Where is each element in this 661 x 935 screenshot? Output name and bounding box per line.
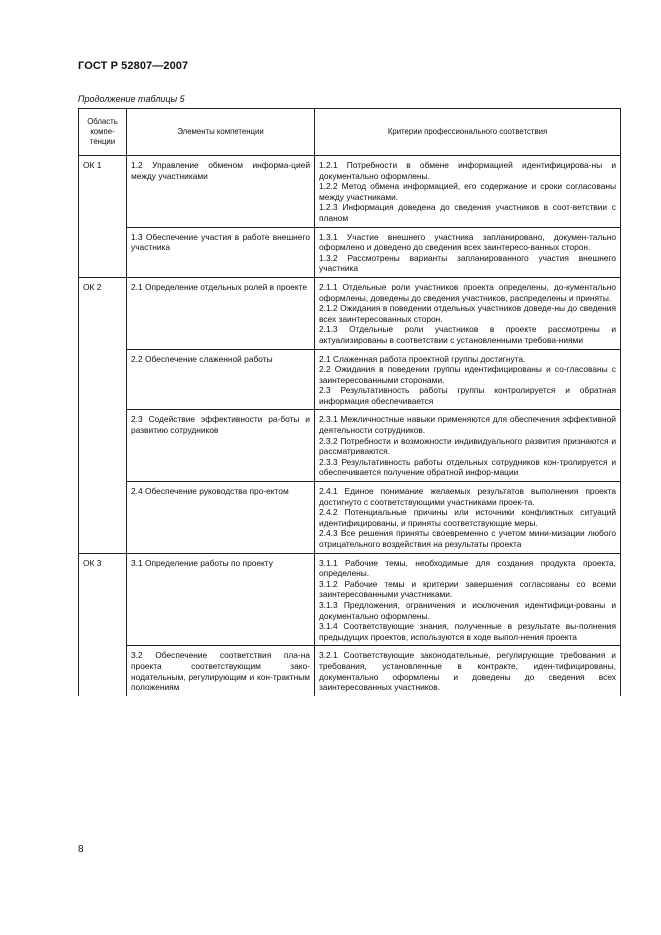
page-number: 8 — [78, 844, 84, 855]
competence-element-cell: 1.2 Управление обменом информа-цией между участниками — [127, 156, 315, 228]
criteria-cell — [315, 349, 621, 410]
table-header-row — [79, 109, 621, 156]
criterion-text: 1.2.3 Информация доведена до сведения участников в соот-ветствии с планом — [319, 202, 616, 223]
competence-area-cell: ОК 3 — [79, 553, 127, 696]
competence-element-cell: 3.2 Обеспечение соответствия пла-на проекта соответствующим зако-нодательным, регулирующим и кон-трактным положениям — [127, 646, 315, 696]
criterion-text: 3.1.1 Рабочие темы, необходимые для создания продукта проекта, определены. — [319, 557, 616, 579]
criterion-text: 2.1.2 Ожидания в поведении отдельных участников доведе-ны до сведения всех заинтересованных сторон. — [319, 303, 616, 324]
criteria-cell — [315, 482, 621, 554]
criterion-text: 1.3.1 Участие внешнего участника запланировано, докумен-тально оформлено и доведено до сведения всех заинтересо-ванных сторон. — [319, 231, 616, 253]
table-row — [79, 410, 621, 482]
column-header-criteria: Критерии профессионального соответствия — [315, 109, 621, 156]
criterion-text: 2.3.3 Результативность работы отдельных сотрудников кон-тролируется и обеспечивается получение обратной инфор-мации — [319, 456, 616, 478]
criterion-text: 2.3 Результативность работы группы контролируется и обратная информация обеспечивается — [319, 385, 616, 406]
criterion-text: 3.2.1 Соответствующие законодательные, регулирующие требования и требования, установленные в контракте, иден-тифицированы, документально оформлены и доведены до сведения всех заинтересованных участников. — [319, 650, 616, 693]
competence-table — [78, 108, 621, 696]
criterion-text: 3.1.4 Соответствующие знания, полученные в результате вы-полнения предыдущих проектов, используются в ходе выпол-нения проекта — [319, 621, 616, 642]
criterion-text: 1.2.2 Метод обмена информацией, его содержание и сроки согласованы между участниками. — [319, 181, 616, 202]
table-row — [79, 349, 621, 410]
table-row — [79, 227, 621, 277]
criterion-text: 1.3.2 Рассмотрены варианты запланированного участия внешнего участника — [319, 252, 616, 274]
criteria-cell — [315, 156, 621, 228]
competence-area-cell: ОК 2 — [79, 277, 127, 553]
table-row — [79, 277, 621, 349]
criterion-text: 1.2.1 Потребности в обмене информацией идентифицирова-ны и документально оформлены. — [319, 160, 616, 181]
criterion-text: 2.1 Слаженная работа проектной группы достигнута. — [319, 353, 526, 364]
table-row — [79, 482, 621, 554]
criterion-text: 3.1.2 Рабочие темы и критерии завершения согласованы со всеми заинтересованными участниками. — [319, 578, 616, 600]
competence-element-cell: 3.1 Определение работы по проекту — [127, 553, 315, 646]
criterion-text: 3.1.3 Предложения, ограничения и исключения идентифици-рованы и документально оформлены. — [319, 599, 616, 621]
criterion-text: 2.3.1 Межличностные навыки применяются для обеспечения эффективной деятельности сотрудников. — [319, 414, 616, 436]
table-body — [79, 156, 621, 696]
criteria-cell — [315, 553, 621, 646]
table-row — [79, 646, 621, 696]
criteria-cell — [315, 227, 621, 277]
document-header: ГОСТ Р 52807—2007 — [78, 60, 189, 72]
criterion-text: 2.1.3 Отдельные роли участников в проекте рассмотрены и актуализированы в соответствии с установленными требова-ниями — [319, 324, 616, 345]
criteria-cell — [315, 410, 621, 482]
criteria-cell — [315, 277, 621, 349]
competence-element-cell: 1.3 Обеспечение участия в работе внешнего участника — [127, 227, 315, 277]
competence-element-cell: 2.3 Содействие эффективности ра-боты и развитию сотрудников — [127, 410, 315, 482]
competence-element-cell: 2.2 Обеспечение слаженной работы — [127, 349, 315, 410]
table-caption: Продолжение таблицы 5 — [78, 94, 185, 104]
competence-element-cell: 2.4 Обеспечение руководства про-ектом — [127, 482, 315, 554]
criterion-text: 2.4.3 Все решения приняты своевременно с учетом мини-мизации любого отрицательного воздействия на результаты проекта — [319, 528, 616, 549]
criterion-text: 2.4.1 Единое понимание желаемых результатов выполнения проекта достигнуто с соответствующими участниками проек-та. — [319, 486, 616, 507]
table-row — [79, 156, 621, 228]
column-header-elements: Элементы компетенции — [127, 109, 315, 156]
competence-element-cell: 2.1 Определение отдельных ролей в проекте — [127, 277, 315, 349]
column-header-area: Область компе-тенции — [79, 109, 127, 156]
competence-area-cell: ОК 1 — [79, 156, 127, 278]
table-row — [79, 553, 621, 646]
criterion-text: 2.3.2 Потребности и возможности индивидуального развития признаются и рассматриваются. — [319, 435, 616, 457]
criterion-text: 2.1.1 Отдельные роли участников проекта определены, до-кументально оформлены, доведены до сведения участников, распределены и приняты. — [319, 281, 616, 303]
criterion-text: 2.2 Ожидания в поведении группы идентифицированы и со-гласованы с заинтересованными сторонами. — [319, 364, 616, 385]
criteria-cell — [315, 646, 621, 696]
criterion-text: 2.4.2 Потенциальные причины или источники конфликтных ситуаций идентифицированы, и приняты соответствующие меры. — [319, 507, 616, 528]
